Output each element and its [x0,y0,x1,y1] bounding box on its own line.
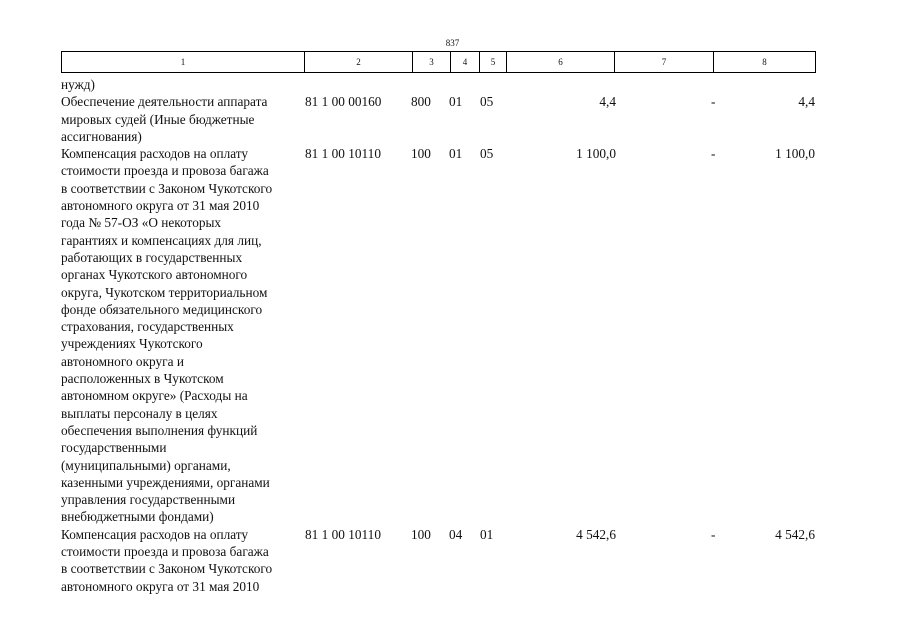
row-name: Компенсация расходов на оплату стоимости проезда и провоза багажа в соответствии с Законом Чукотского автономного округа от 31 мая 2010 года № 57-ОЗ «О некоторых гарантиях и компенсациях для лиц, работающих в государственных органах Чукотского автономного округа, Чукотском территориальном фонде обязательного медицинского страхования, государственных учреждениях Чукотского автономного округа и расположенных в Чукотском автономном округе» (Расходы на выплаты персоналу в целях обеспечения выполнения функций государственными (муниципальными) органами, казенными учреждениями, органами управления государственными внебюджетными фондами) [61,146,273,525]
table-row [61,76,821,93]
row-code: 81 1 00 10110 [305,526,381,542]
column-header-7: 7 [615,52,714,73]
row-code: 81 1 00 10110 [305,146,381,162]
row-reg: 4,4 [798,94,815,110]
row-fed: - [711,146,716,162]
table-row [61,145,821,526]
row-total: 1 100,0 [576,146,616,162]
row-pr: 01 [480,526,494,542]
column-header-6: 6 [507,52,615,73]
row-total: 4,4 [599,94,616,110]
row-vr: 100 [411,526,431,542]
budget-table-body [61,76,821,595]
column-header-1: 1 [62,52,305,73]
row-pr: 05 [480,146,494,162]
column-header-2: 2 [305,52,413,73]
row-fed: - [711,526,716,542]
row-name: Обеспечение деятельности аппарата мировых судей (Иные бюджетные ассигнования) [61,94,268,144]
row-code: 81 1 00 00160 [305,94,382,110]
row-name: Компенсация расходов на оплату стоимости проезда и провоза багажа в соответствии с Законом Чукотского автономного округа от 31 мая 2010 [61,526,273,594]
row-reg: 1 100,0 [775,146,815,162]
column-header-3: 3 [413,52,451,73]
column-header-8: 8 [714,52,816,73]
row-reg: 4 542,6 [775,526,815,542]
page-number: 837 [445,38,460,48]
row-vr: 100 [411,146,431,162]
column-header-4: 4 [451,52,480,73]
row-name: нужд) [61,77,95,92]
column-header-table [61,51,816,73]
row-rz: 04 [449,526,463,542]
row-vr: 800 [411,94,431,110]
row-fed: - [711,94,716,110]
column-header-5: 5 [480,52,507,73]
table-row [61,93,821,145]
row-total: 4 542,6 [576,526,616,542]
row-rz: 01 [449,94,463,110]
table-row [61,526,821,595]
row-pr: 05 [480,94,494,110]
row-rz: 01 [449,146,463,162]
